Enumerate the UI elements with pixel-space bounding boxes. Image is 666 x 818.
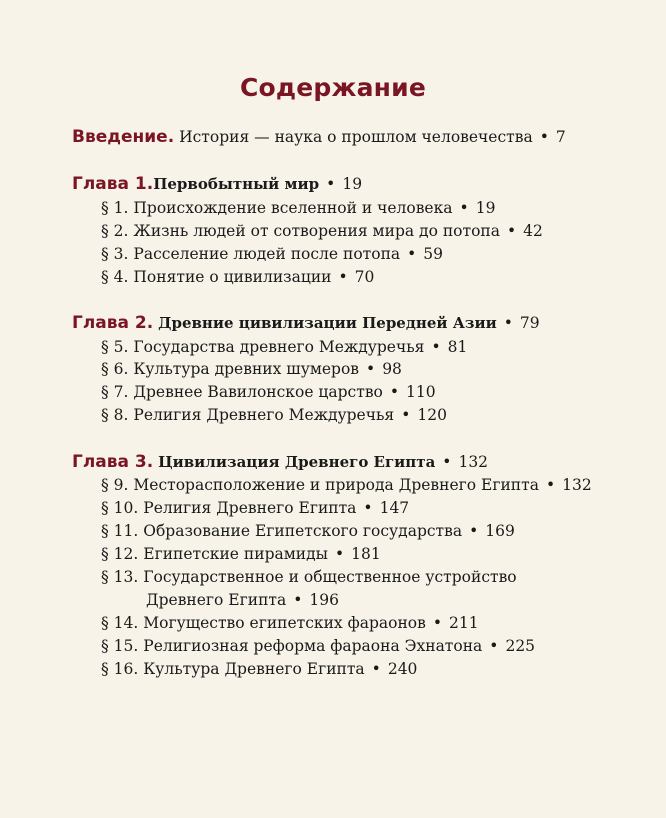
chapter-heading[interactable] — [72, 452, 488, 472]
leader-dot: • — [389, 383, 400, 401]
section-title: Образование Египетского государства — [143, 522, 463, 540]
leader-dot: • — [401, 406, 411, 424]
leader-dot: • — [407, 245, 417, 263]
chapter-heading[interactable] — [72, 313, 540, 333]
section-number: § 13. — [101, 568, 139, 586]
section-title: Государства древнего Междуречья — [133, 338, 425, 356]
chapter-label: Глава 1. — [72, 174, 154, 194]
section-title-continuation: Древнего Египта — [146, 591, 287, 609]
section-page: 98 — [382, 360, 402, 378]
leader-dot: • — [459, 199, 469, 217]
leader-dot: • — [363, 499, 373, 517]
section-page: 70 — [354, 268, 375, 286]
section-page: 110 — [406, 383, 436, 401]
chapter-title: Древние цивилизации Передней Азии — [158, 314, 497, 332]
section-page: 132 — [562, 476, 592, 494]
leader-dot: • — [371, 660, 381, 678]
section-page: 181 — [351, 545, 381, 563]
chapter-title: Цивилизация Древнего Египта — [158, 453, 436, 471]
section-number: § 14. — [101, 614, 139, 632]
chapter-label: Глава 2. — [72, 313, 154, 333]
section-title: Жизнь людей от сотворения мира до потопа — [133, 222, 500, 240]
section-title: Религиозная реформа фараона Эхнатона — [143, 637, 483, 655]
section-title: Государственное и общественное устройство — [143, 568, 517, 586]
intro-page: 7 — [555, 128, 566, 146]
section-number: § 2. — [101, 222, 129, 240]
leader-dot: • — [545, 476, 556, 494]
section-title: Культура Древнего Египта — [143, 660, 365, 678]
section-title: Понятие о цивилизации — [133, 268, 332, 286]
section-title: Расселение людей после потопа — [133, 245, 401, 263]
section-page: 19 — [475, 199, 496, 217]
leader-dot: • — [432, 614, 443, 632]
toc-section-entry[interactable] — [101, 613, 479, 633]
toc-section-entry[interactable] — [101, 498, 409, 518]
toc-section-entry[interactable] — [101, 567, 517, 587]
leader-dot: • — [489, 637, 499, 655]
chapter-page: 132 — [458, 453, 489, 471]
toc-section-entry[interactable] — [101, 382, 436, 402]
chapter-heading[interactable] — [72, 174, 362, 194]
toc-section-entry[interactable] — [101, 636, 535, 656]
section-page: 225 — [505, 637, 536, 655]
toc-section-entry[interactable] — [101, 475, 592, 495]
section-page: 147 — [379, 499, 410, 517]
toc-section-entry[interactable] — [101, 244, 443, 264]
toc-section-continuation[interactable] — [146, 590, 339, 610]
leader-dot: • — [338, 268, 348, 286]
leader-dot: • — [326, 175, 336, 193]
toc-section-entry[interactable] — [101, 337, 467, 357]
section-number: § 11. — [101, 522, 139, 540]
toc-section-entry[interactable] — [101, 267, 374, 287]
toc-section-entry[interactable] — [101, 659, 417, 679]
section-page: 196 — [309, 591, 339, 609]
toc-section-entry[interactable] — [101, 521, 515, 541]
section-number: § 12. — [101, 545, 139, 563]
section-number: § 7. — [101, 383, 129, 401]
section-title: Египетские пирамиды — [143, 545, 329, 563]
section-number: § 5. — [101, 338, 129, 356]
chapter-title: Первобытный мир — [153, 175, 320, 193]
section-title: Религия Древнего Междуречья — [133, 406, 395, 424]
section-number: § 1. — [101, 199, 129, 217]
toc-section-entry[interactable] — [101, 544, 381, 564]
section-title: Месторасположение и природа Древнего Египта — [133, 476, 539, 494]
leader-dot: • — [506, 222, 517, 240]
leader-dot: • — [469, 522, 479, 540]
toc-section-entry[interactable] — [101, 221, 543, 241]
toc-section-entry[interactable] — [101, 405, 447, 425]
chapter-label: Глава 3. — [72, 452, 154, 472]
toc-section-entry[interactable] — [101, 359, 402, 379]
section-number: § 15. — [101, 637, 139, 655]
section-page: 42 — [523, 222, 543, 240]
leader-dot: • — [335, 545, 345, 563]
section-page: 59 — [423, 245, 444, 263]
section-page: 211 — [449, 614, 479, 632]
intro-label: Введение. — [72, 127, 175, 147]
section-number: § 6. — [101, 360, 129, 378]
section-page: 169 — [485, 522, 515, 540]
page-title: Содержание — [239, 73, 427, 102]
section-number: § 10. — [101, 499, 139, 517]
section-title: Религия Древнего Египта — [143, 499, 357, 517]
leader-dot: • — [539, 128, 549, 146]
chapter-page: 79 — [519, 314, 540, 332]
section-title: Происхождение вселенной и человека — [133, 199, 453, 217]
section-title: Могущество египетских фараонов — [143, 614, 426, 632]
section-title: Культура древних шумеров — [133, 360, 360, 378]
section-number: § 4. — [101, 268, 129, 286]
leader-dot: • — [503, 314, 513, 332]
leader-dot: • — [366, 360, 376, 378]
section-number: § 8. — [101, 406, 129, 424]
section-number: § 16. — [101, 660, 139, 678]
leader-dot: • — [431, 338, 441, 356]
leader-dot: • — [293, 591, 303, 609]
section-page: 81 — [447, 338, 468, 356]
toc-section-entry[interactable] — [101, 198, 495, 218]
leader-dot: • — [442, 453, 452, 471]
section-number: § 3. — [101, 245, 129, 263]
toc-intro[interactable] — [72, 127, 566, 147]
chapter-page: 19 — [342, 175, 363, 193]
section-number: § 9. — [101, 476, 129, 494]
section-page: 120 — [417, 406, 447, 424]
intro-title: История — наука о прошлом человечества — [179, 128, 533, 146]
section-title: Древнее Вавилонское царство — [133, 383, 383, 401]
section-page: 240 — [387, 660, 418, 678]
